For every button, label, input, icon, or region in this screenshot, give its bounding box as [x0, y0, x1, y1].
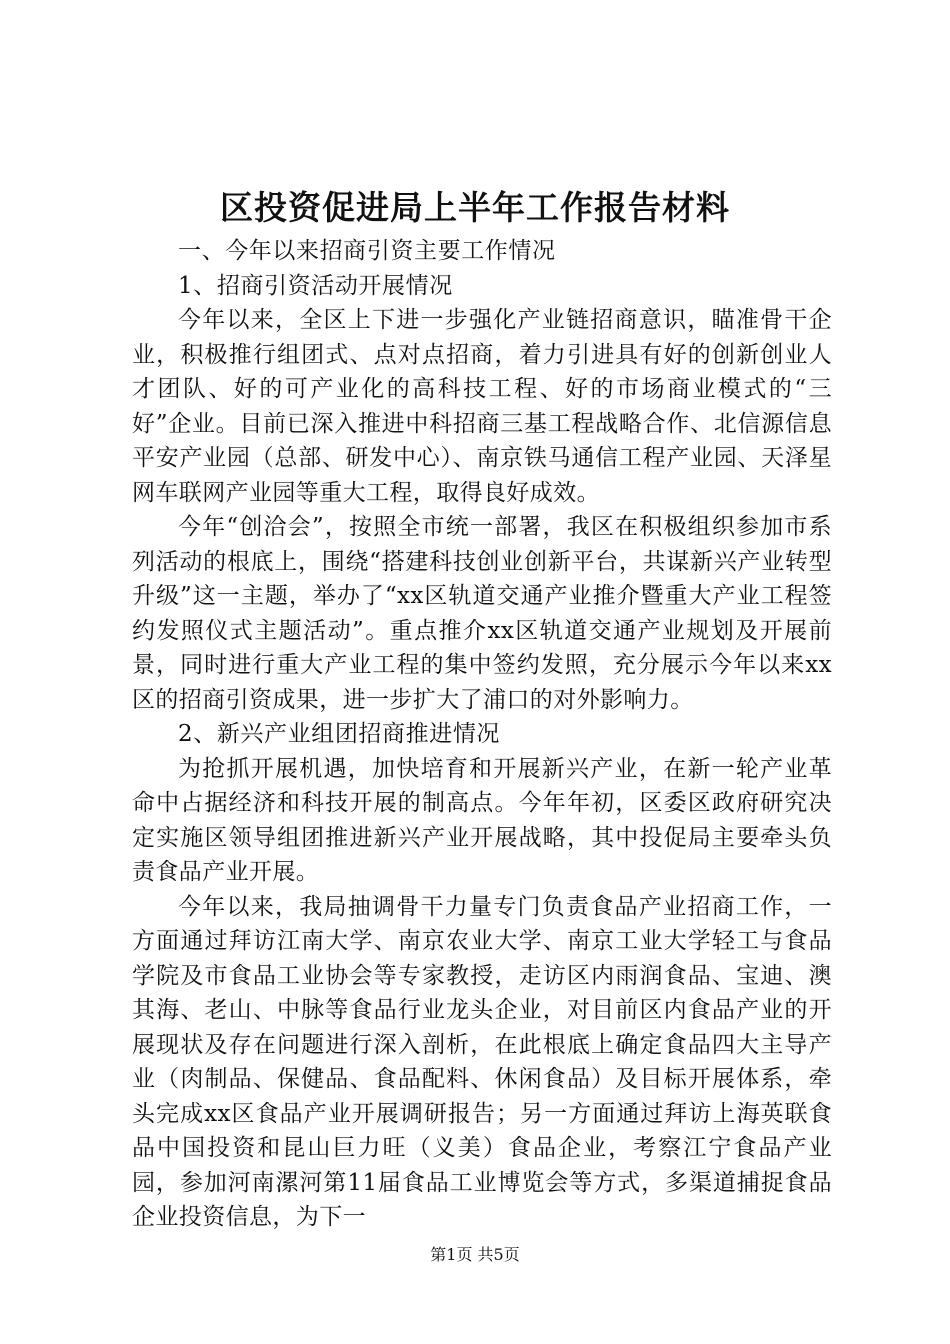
section-heading: 一、今年以来招商引资主要工作情况 — [178, 238, 556, 264]
subsection-heading: 1、招商引资活动开展情况 — [178, 272, 453, 299]
paragraph: 今年以来，全区上下进一步强化产业链招商意识，瞄准骨干企业，积极推行组团式、点对点招商，着力引进具有好的创新创业人才团队、好的可产业化的高科技工程、好的市场商业模式的“三好”企业。目前已深入推进中科招商三基工程战略合作、北信源信息平安产业园（总部、研发中心）、南京铁马通信工程产业园、天泽星网车联网产业园等重大工程，取得良好成效。 — [132, 307, 832, 506]
document-body — [132, 234, 832, 1235]
paragraph: 今年“创洽会”，按照全市统一部署，我区在积极组织参加市系列活动的根底上，围绕“搭建科技创业创新平台，共谋新兴产业转型升级”这一主题，举办了“xx区轨道交通产业推介暨重大产业工程签约发照仪式主题活动”。重点推介xx区轨道交通产业规划及开展前景，同时进行重大产业工程的集中签约发照，充分展示今年以来xx区的招商引资成果，进一步扩大了浦口的对外影响力。 — [132, 514, 832, 713]
document-title: 区投资促进局上半年工作报告材料 — [220, 188, 730, 227]
page-number-footer: 第1页 共5页 — [430, 1245, 520, 1264]
subsection-heading: 2、新兴产业组团招商推进情况 — [178, 721, 501, 747]
paragraph: 为抢抓开展机遇，加快培育和开展新兴产业，在新一轮产业革命中占据经济和科技开展的制高点。今年年初，区委区政府研究决定实施区领导组团推进新兴产业开展战略，其中投促局主要牵头负责食品产业开展。 — [132, 755, 832, 885]
paragraph: 今年以来，我局抽调骨干力量专门负责食品产业招商工作，一方面通过拜访江南大学、南京农业大学、南京工业大学轻工与食品学院及市食品工业协会等专家教授，走访区内雨润食品、宝迪、澳其海、老山、中脉等食品行业龙头企业，对目前区内食品产业的开展现状及存在问题进行深入剖析，在此根底上确定食品四大主导产业（肉制品、保健品、食品配料、休闲食品）及目标开展体系，牵头完成xx区食品产业开展调研报告；另一方面通过拜访上海英联食品中国投资和昆山巨力旺（义美）食品企业，考察江宁食品产业园，参加河南漯河第11届食品工业博览会等方式，多渠道捕捉食品企业投资信息，为下一 — [132, 893, 832, 1230]
